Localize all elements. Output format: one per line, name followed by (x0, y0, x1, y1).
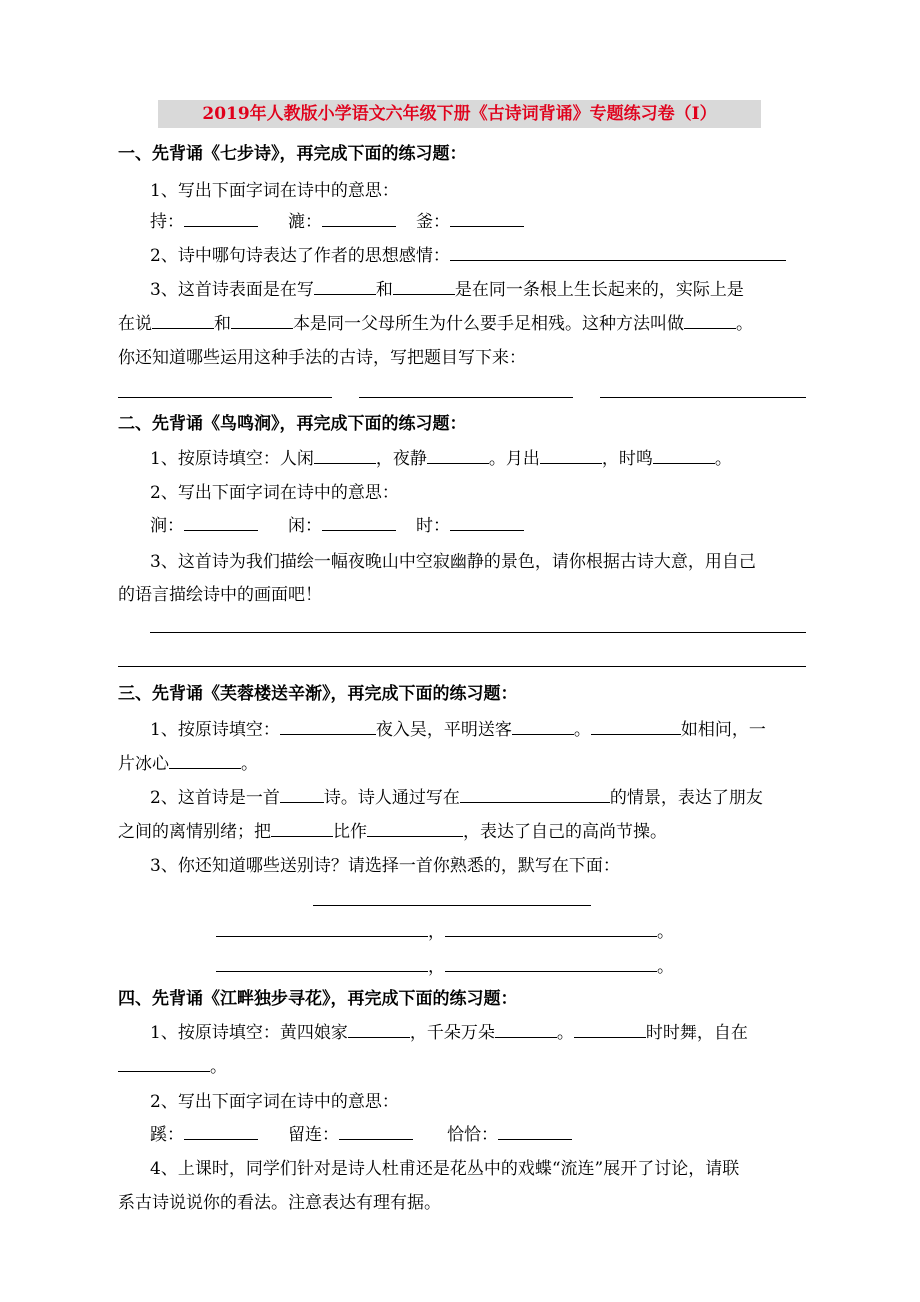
answer-blank[interactable] (184, 514, 258, 531)
word-label: 蹊： (150, 1125, 184, 1145)
s4-q4-line1: 4、上课时，同学们针对是诗人杜甫还是花丛中的戏蝶“流连”展开了讨论，请联 (150, 1159, 740, 1179)
section-1-heading: 一、先背诵《七步诗》，再完成下面的练习题： (118, 144, 467, 164)
s3-q2-line1 (150, 786, 763, 810)
s4-q4-line2: 系古诗说说你的看法。注意表达有理有据。 (118, 1193, 441, 1213)
question-text: 1、按原诗填空： (150, 720, 280, 740)
question-text: ，表达了自己的高尚节操。 (463, 822, 667, 842)
punctuation: 。 (657, 922, 674, 942)
answer-blank[interactable] (169, 752, 241, 769)
question-text: 和 (214, 314, 231, 334)
question-text: 。 (241, 754, 258, 774)
question-text: ，时鸣 (601, 449, 653, 469)
question-text: 在说 (118, 314, 152, 334)
question-text: 。月出 (488, 449, 540, 469)
answer-line[interactable] (359, 397, 573, 398)
s2-q2: 2、写出下面字词在诗中的意思： (150, 483, 399, 503)
s1-q3-line1 (150, 278, 744, 302)
s2-words (150, 514, 524, 538)
question-text: 1、按原诗填空：黄四娘家 (150, 1023, 348, 1043)
answer-blank[interactable] (653, 447, 715, 464)
answer-blank[interactable] (367, 820, 463, 837)
answer-blank[interactable] (216, 955, 428, 972)
answer-blank[interactable] (450, 514, 524, 531)
question-text: 2、这首诗是一首 (150, 788, 280, 808)
answer-blank[interactable] (445, 920, 657, 937)
answer-blank[interactable] (450, 244, 786, 261)
answer-blank[interactable] (184, 1123, 258, 1140)
answer-blank[interactable] (322, 210, 396, 227)
question-text: 片冰心 (118, 754, 169, 774)
word-label: 漉： (288, 212, 322, 232)
word-label: 持： (150, 212, 184, 232)
answer-blank[interactable] (445, 955, 657, 972)
s1-q3-line2 (118, 312, 753, 336)
question-text: 。 (736, 314, 753, 334)
answer-blank[interactable] (314, 278, 376, 295)
question-text: 夜入吴，平明送客 (375, 720, 512, 740)
answer-blank[interactable] (393, 278, 455, 295)
answer-line[interactable] (600, 397, 806, 398)
question-text: 比作 (333, 822, 367, 842)
answer-line[interactable] (150, 632, 806, 633)
answer-blank[interactable] (231, 312, 293, 329)
question-text: 时时舞，自在 (645, 1023, 748, 1043)
section-2-heading: 二、先背诵《鸟鸣涧》，再完成下面的练习题： (118, 414, 467, 434)
s3-q1-line2 (118, 752, 258, 776)
answer-blank[interactable] (427, 447, 489, 464)
question-text: ，夜静 (375, 449, 427, 469)
answer-line[interactable] (313, 905, 591, 906)
question-text: 。 (714, 449, 732, 469)
word-label: 恰恰： (447, 1125, 498, 1145)
answer-blank[interactable] (591, 718, 681, 735)
word-label: 釜： (416, 212, 450, 232)
word-label: 涧： (150, 516, 184, 536)
s3-q2-line2 (118, 820, 667, 844)
word-label: 时： (416, 516, 450, 536)
s1-words (150, 210, 524, 234)
answer-blank[interactable] (280, 786, 324, 803)
question-text: 。 (573, 720, 591, 740)
answer-blank[interactable] (460, 786, 610, 803)
s2-q1 (150, 447, 732, 471)
question-text: 是在同一条根上生长起来的，实际上是 (454, 280, 744, 300)
punctuation: ， (428, 922, 445, 942)
answer-blank[interactable] (314, 447, 376, 464)
word-label: 留连： (288, 1125, 339, 1145)
section-3-heading: 三、先背诵《芙蓉楼送辛渐》，再完成下面的练习题： (118, 684, 518, 704)
answer-blank[interactable] (184, 210, 258, 227)
question-text: 3、这首诗表面是在写 (150, 280, 314, 300)
question-text: 诗。诗人通过写在 (323, 788, 460, 808)
question-text: 和 (375, 280, 393, 300)
answer-line[interactable] (118, 397, 332, 398)
answer-blank[interactable] (118, 1055, 210, 1072)
s1-q2 (150, 244, 786, 268)
question-text: 本是同一父母所生为什么要手足相残。这种方法叫做 (293, 314, 684, 334)
s3-poem-line1 (216, 920, 674, 944)
s3-poem-line2 (216, 955, 674, 979)
section-4-heading: 四、先背诵《江畔独步寻花》，再完成下面的练习题： (118, 989, 518, 1009)
answer-blank[interactable] (322, 514, 396, 531)
answer-blank[interactable] (512, 718, 574, 735)
answer-blank[interactable] (271, 820, 333, 837)
answer-blank[interactable] (684, 312, 736, 329)
s4-q1-line1 (150, 1021, 748, 1045)
answer-blank[interactable] (450, 210, 524, 227)
s4-q1-line2 (118, 1055, 227, 1079)
s2-q3-line2: 的语言描绘诗中的画面吧！ (118, 585, 322, 605)
page-title: 2019年人教版小学语文六年级下册《古诗词背诵》专题练习卷（I） (158, 100, 761, 128)
s2-q3-line1: 3、这首诗为我们描绘一幅夜晚山中空寂幽静的景色，请你根据古诗大意，用自己 (150, 552, 756, 572)
answer-blank[interactable] (339, 1123, 413, 1140)
question-text: 1、按原诗填空：人闲 (150, 449, 314, 469)
s1-q3-line3: 你还知道哪些运用这种手法的古诗，写把题目写下来： (118, 348, 526, 368)
question-text: 如相问，一 (680, 720, 766, 740)
question-text: 的情景，表达了朋友 (609, 788, 763, 808)
s1-q1: 1、写出下面字词在诗中的意思： (150, 181, 399, 201)
s3-q1-line1 (150, 718, 766, 742)
answer-line[interactable] (118, 666, 806, 667)
question-text: 。 (556, 1023, 574, 1043)
answer-blank[interactable] (216, 920, 428, 937)
s4-words (150, 1123, 572, 1147)
answer-blank[interactable] (498, 1123, 572, 1140)
answer-blank[interactable] (280, 718, 376, 735)
question-text: 2、诗中哪句诗表达了作者的思想感情： (150, 246, 450, 266)
punctuation: ， (428, 957, 445, 977)
question-text: ，千朵万朵 (409, 1023, 495, 1043)
word-label: 闲： (288, 516, 322, 536)
question-text: 之间的离情别绪；把 (118, 822, 271, 842)
question-text: 。 (210, 1057, 227, 1077)
answer-blank[interactable] (152, 312, 214, 329)
s3-q3: 3、你还知道哪些送别诗？请选择一首你熟悉的，默写在下面： (150, 856, 620, 876)
s4-q2: 2、写出下面字词在诗中的意思： (150, 1092, 399, 1112)
answer-blank[interactable] (348, 1021, 410, 1038)
punctuation: 。 (657, 957, 674, 977)
answer-blank[interactable] (495, 1021, 557, 1038)
answer-blank[interactable] (540, 447, 602, 464)
answer-blank[interactable] (574, 1021, 646, 1038)
